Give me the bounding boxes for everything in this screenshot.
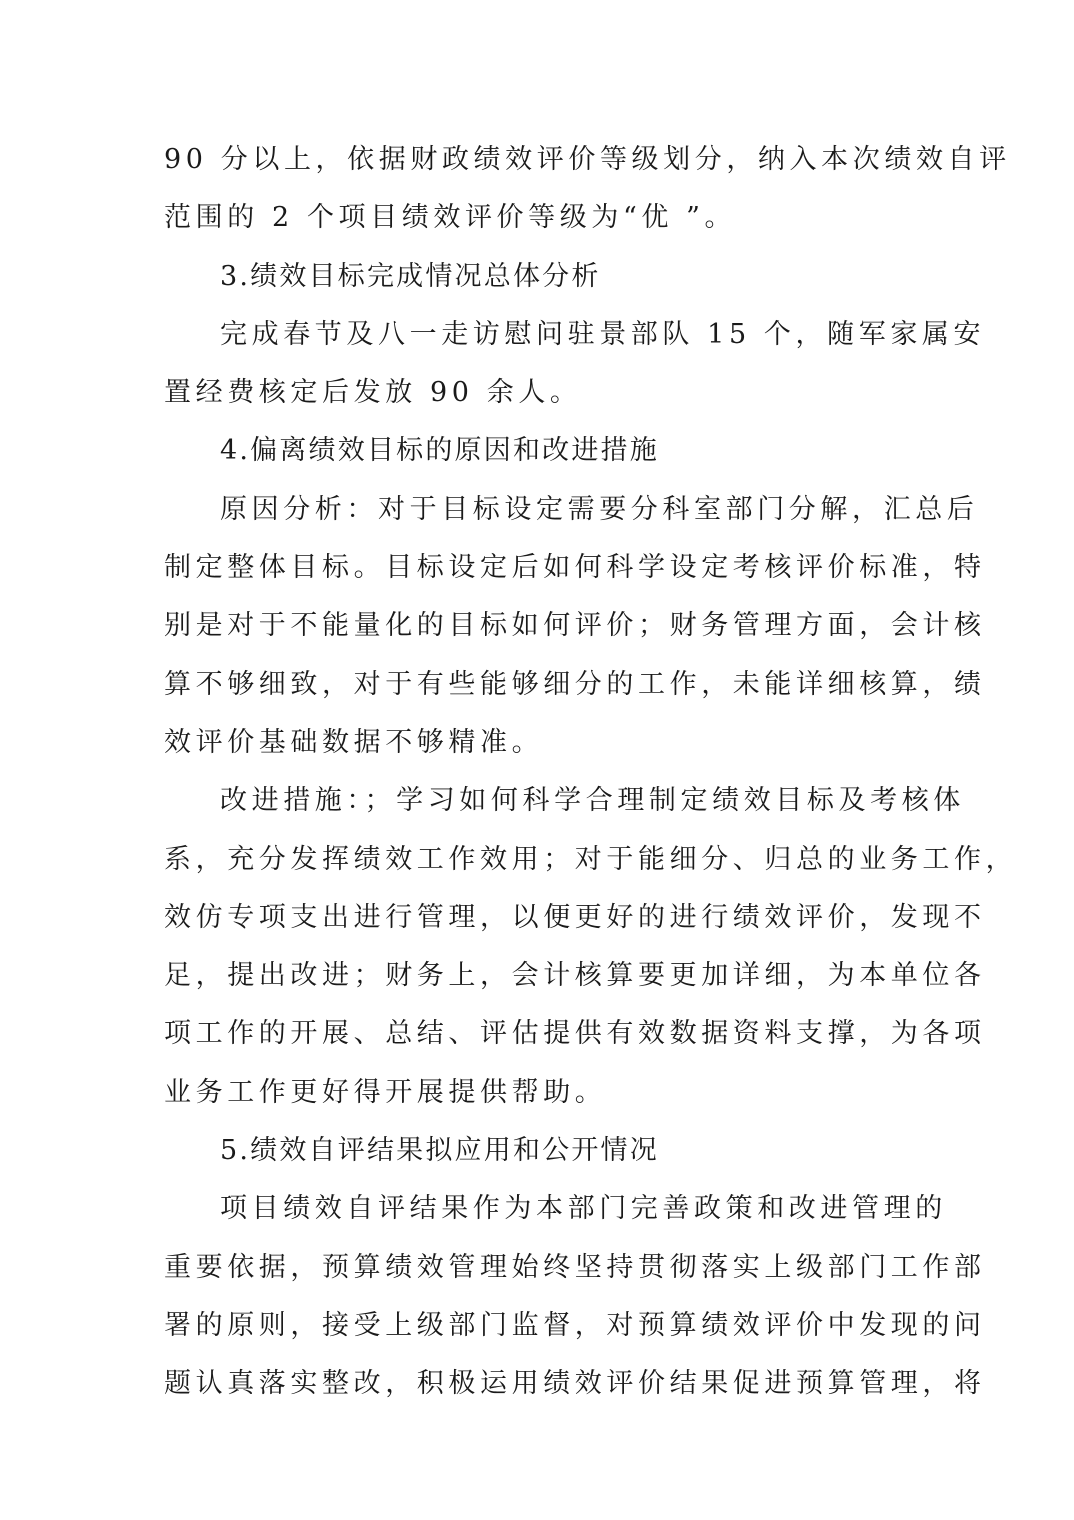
section-heading: 3.绩效目标完成情况总体分析: [220, 260, 601, 292]
body-text-line: 算不够细致，对于有些能够细分的工作，未能详细核算，绩: [164, 668, 986, 700]
body-text-line: 业务工作更好得开展提供帮助。: [164, 1076, 607, 1108]
section-heading: 4.偏离绩效目标的原因和改进措施: [220, 435, 659, 467]
body-text-line: 题认真落实整改，积极运用绩效评价结果促进预算管理，将: [164, 1368, 986, 1400]
body-text-line: 项工作的开展、总结、评估提供有效数据资料支撑，为各项: [164, 1018, 986, 1050]
body-text-line: 90 分以上，依据财政绩效评价等级划分，纳入本次绩效自评: [164, 144, 1011, 175]
document-page: [164, 131, 1018, 1414]
paragraph-first-line: 改进措施：；学习如何科学合理制定绩效目标及考核体: [220, 785, 965, 817]
body-text-line: 效仿专项支出进行管理，以便更好的进行绩效评价，发现不: [164, 901, 986, 933]
body-text-line: 足，提出改进；财务上，会计核算要更加详细，为本单位各: [164, 960, 986, 992]
paragraph-first-line: 原因分析：对于目标设定需要分科室部门分解，汇总后: [220, 493, 979, 525]
body-text-line: 署的原则，接受上级部门监督，对预算绩效评价中发现的问: [164, 1309, 986, 1341]
body-text-line: 范围的 2 个项目绩效评价等级为“优 ”。: [164, 202, 737, 234]
body-text-line: 别是对于不能量化的目标如何评价；财务管理方面，会计核: [164, 610, 986, 642]
body-text-line: 效评价基础数据不够精准。: [164, 726, 544, 758]
body-text-line: 置经费核定后发放 90 余人。: [164, 377, 582, 409]
body-text-line: 重要依据，预算绩效管理始终坚持贯彻落实上级部门工作部: [164, 1251, 986, 1283]
body-text-line: 制定整体目标。目标设定后如何科学设定考核评价标准，特: [164, 552, 986, 584]
paragraph-first-line: 项目绩效自评结果作为本部门完善政策和改进管理的: [220, 1193, 947, 1225]
body-text-line: 系，充分发挥绩效工作效用；对于能细分、归总的业务工作，: [164, 843, 1018, 875]
section-heading: 5.绩效自评结果拟应用和公开情况: [220, 1135, 659, 1167]
paragraph-first-line: 完成春节及八一走访慰问驻景部队 15 个，随军家属安: [220, 318, 986, 350]
